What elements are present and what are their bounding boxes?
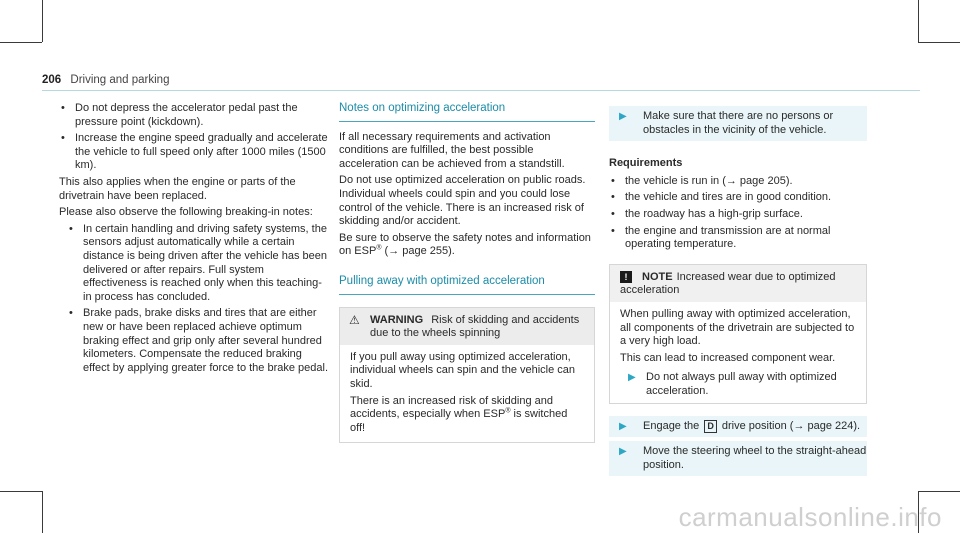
- instruction-step: ▶ Make sure that there are no persons or obstacles in the vicinity of the vehicle.: [609, 106, 867, 141]
- section-title: Driving and parking: [70, 74, 170, 86]
- note-label: NOTE: [642, 270, 673, 283]
- list-item: • the engine and transmission are at normal operating temperature.: [609, 225, 867, 252]
- note-header: [610, 265, 866, 302]
- crop-mark: [0, 42, 42, 43]
- paragraph: If all necessary requirements and activation conditions are fulfilled, the best possible acceleration can be achieved from a standstill.: [339, 130, 565, 170]
- registered-mark: ®: [505, 407, 511, 415]
- instruction-step: ▶ Move the steering wheel to the straight-ahead position.: [609, 441, 867, 476]
- instruction-step: [609, 416, 867, 438]
- requirements-heading: Requirements: [609, 157, 683, 170]
- note-box: [609, 264, 867, 404]
- note-body: [610, 302, 866, 403]
- paragraph: Please also observe the following breaking-in notes:: [59, 206, 313, 219]
- registered-mark: ®: [376, 244, 382, 252]
- crop-mark: [0, 491, 42, 492]
- exclamation-icon: !: [620, 271, 632, 283]
- text: is switched off!: [350, 408, 568, 434]
- crop-mark: [918, 491, 960, 492]
- crop-mark: [918, 0, 919, 42]
- page-header: [42, 74, 920, 88]
- page-number: 206: [42, 74, 62, 86]
- list-item: • Brake pads, brake disks and tires that are either new or have been replaced achieve optimum braking effect and grip only after several hundred kilometers. Compensate the reduced braking effect by applying greater force to the brake pedal.: [67, 307, 329, 375]
- bullet-list: [59, 102, 329, 173]
- warning-box: [339, 307, 595, 444]
- text: There is an increased risk of skidding and accidents, especially when ESP: [350, 394, 553, 421]
- column-2: [339, 102, 595, 447]
- note-title: Increased wear due to optimized acceleration: [620, 270, 836, 297]
- list-item: • the vehicle is run in (→ page 205).: [609, 175, 867, 189]
- text: drive position (→ page 224).: [721, 419, 861, 432]
- list-item: • In certain handling and driving safety systems, the sensors adjust automatically while a certain distance is being driven after the vehicle has been delivered or after repairs. Full system effectiveness is reached only when this teaching-in process has concluded.: [67, 223, 329, 305]
- list-item: • the vehicle and tires are in good condition.: [609, 191, 867, 205]
- text: Engage the: [643, 419, 700, 432]
- watermark: carmanualsonline.info: [678, 502, 942, 533]
- text: Be sure to observe the safety notes and information on ESP: [339, 231, 591, 258]
- warning-icon: ⚠: [349, 312, 360, 327]
- column-3: [609, 102, 867, 480]
- paragraph: If you pull away using optimized acceleration, individual wheels can spin and the vehicle can skid.: [350, 350, 576, 390]
- crop-mark: [42, 491, 43, 533]
- warning-body: [340, 345, 594, 443]
- page-link[interactable]: (→ page 255).: [381, 245, 455, 258]
- list-item: • Do not depress the accelerator pedal past the pressure point (kickdown).: [59, 102, 329, 129]
- paragraph: [350, 395, 584, 436]
- crop-mark: [918, 42, 960, 43]
- paragraph: Do not use optimized acceleration on public roads. Individual wheels could spin and you could lose control of the vehicle. There is an increased risk of skidding and/or accident.: [339, 174, 586, 228]
- crop-mark: [42, 0, 43, 42]
- section-heading: Pulling away with optimized acceleration: [339, 275, 595, 295]
- section-heading: Notes on optimizing acceleration: [339, 102, 595, 122]
- warning-header: [340, 308, 594, 345]
- warning-label: WARNING: [370, 313, 424, 326]
- paragraph: This also applies when the engine or parts of the drivetrain have been replaced.: [59, 175, 296, 202]
- paragraph: [339, 232, 595, 259]
- column-1: [59, 102, 329, 378]
- header-divider: [42, 90, 920, 91]
- warning-title: Risk of skidding and accidents due to the wheels spinning: [370, 313, 580, 340]
- list-item: • the roadway has a high-grip surface.: [609, 208, 867, 222]
- drive-position-d-icon: D: [704, 420, 717, 433]
- list-item: • Increase the engine speed gradually and accelerate the vehicle to full speed only after 1000 miles (1500 km).: [59, 132, 329, 173]
- requirements-list: [609, 175, 867, 252]
- paragraph: When pulling away with optimized acceleration, all components of the drivetrain are subjected to a very high load.: [620, 307, 855, 348]
- bullet-list: [67, 223, 329, 376]
- paragraph: This can lead to increased component wear.: [620, 351, 836, 364]
- instruction-step: ▶ Do not always pull away with optimized acceleration.: [620, 371, 856, 398]
